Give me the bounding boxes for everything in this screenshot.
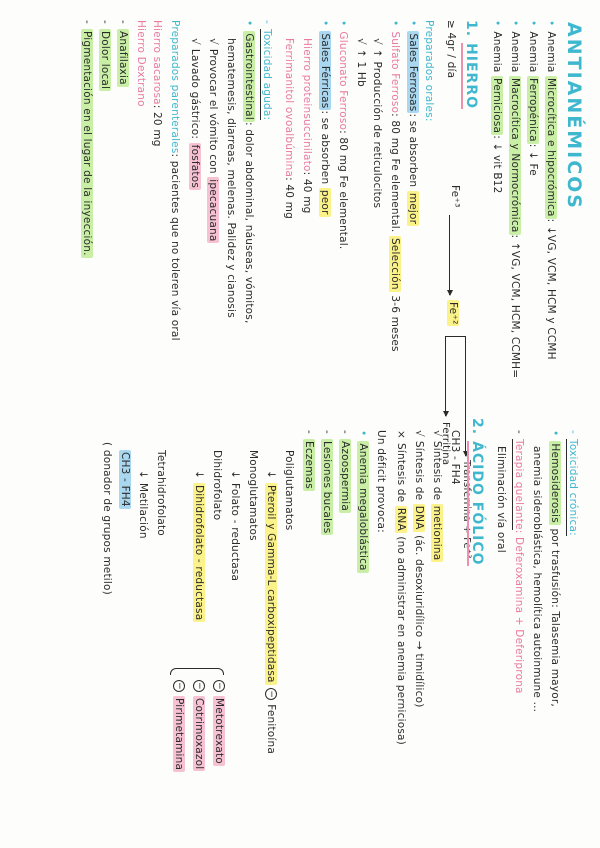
oral-item: √↑ Producción de reticulocitos — [371, 38, 383, 209]
parenteral-item: Hierro Dextrano — [135, 20, 147, 107]
section-heading-hierro: 1.HIERRO — [463, 20, 479, 110]
tox-cronica-item: anemia sideroblástica, hemolítica autoinmune ... — [531, 446, 543, 713]
pathway-dihidrofolato: Dihidrofolato — [211, 450, 223, 521]
anemia-line: •Anemia Perniciosa: ↓ vit B12 — [491, 20, 503, 194]
transferrina-label: Transferrina + Fe⁺³ — [461, 460, 472, 559]
tox-aguda-item: √Provocar el vómito con ipecacuana — [207, 38, 219, 242]
anemia-type: Ferropénica — [527, 78, 539, 142]
anemia-type: Microcítica e hipocrómica — [545, 78, 557, 217]
terapia-line: -Terapia quelante: Deferoxamina + Deferiprona — [513, 430, 525, 694]
parenteral-item: Hierro sacarosa: 20 mg — [151, 20, 163, 147]
anemia-type: Macrocítica y Normocrómica — [509, 78, 521, 233]
page-title: ANTIANÉMICOS — [563, 22, 585, 210]
deficit-item: -Azoospermia — [339, 430, 351, 512]
tox-aguda-item: hematemesis, diarreas, melenas. Palidez y cianosis — [225, 38, 237, 318]
inhibit-icon: − — [193, 680, 205, 692]
anemia-line: •Anemia Microcítica e hipocrómica: ↓VG, VCM, HCM y CCMH — [545, 20, 557, 360]
inhibit-icon: − — [265, 688, 277, 700]
inhibitor-item: −Cotrimoxazol — [192, 680, 206, 771]
deficit-item: •Anemia megaloblástica — [357, 430, 369, 571]
inhibit-icon: − — [173, 680, 185, 692]
ferritina-label: Ferritina — [440, 422, 451, 466]
folic-fact: √Síntesis de DNA (ác. desoxiuridílico → timidílico) — [413, 430, 425, 708]
oral-item: Ferrimanitol ovoalbúmina: 40 mg — [283, 38, 295, 219]
tox-aguda-item: •Gastrointestinal: dolor abdominal, náuseas, vómitos, — [243, 20, 255, 324]
pathway-step: ↓Metilación — [137, 470, 149, 539]
parenteral-line: Preparados parenterales: pacientes que no toleren vía oral — [169, 20, 181, 341]
pathway-poliglutamatos: Poliglutamatos — [283, 450, 295, 531]
ferritina-arrow — [445, 336, 446, 416]
branch-line — [446, 336, 466, 337]
deficit-label: Un déficit provoca: — [375, 430, 387, 533]
pathway-step: ↓Pteroil y Gamma-L carboxipeptidasa −Fenitoína — [265, 470, 277, 755]
deficit-item: -Eczemas — [303, 430, 315, 489]
parenteral-effect: -Dolor local — [99, 20, 111, 90]
transferrina-arrow — [465, 336, 466, 456]
anemia-type: Perniciosa — [491, 78, 503, 134]
fe3-label: Fe⁺³ — [449, 185, 461, 208]
inhibitors-brace — [170, 668, 224, 675]
tox-cronica-item: •Hemosiderosis por trasfusión: Talasemia mayor, — [549, 430, 561, 707]
inhibitor-item: −Pirimetamina — [172, 680, 186, 772]
fe2-label: Fe⁺² — [447, 302, 459, 325]
oral-item: •Sulfato Ferroso: 80 mg Fe elemental. Selección 3-6 meses — [389, 20, 401, 352]
anemia-line: •Anemia Ferropénica: ↓ Fe — [527, 20, 539, 176]
oral-item: •Sales Ferrosas: se absorben mejor — [407, 20, 419, 225]
pathway-step: ↓Folato - reductasa — [229, 470, 241, 582]
tox-aguda-item: √Lavado gástrico: fosfatos — [189, 38, 201, 189]
hierro-dose: ≥ 4gr / día — [445, 20, 457, 79]
pathway-result: CH3 - FH4 — [119, 452, 131, 507]
oral-item: •Sales Férricas: se absorben peor — [319, 20, 331, 215]
oral-item: Hierro proteinsuccinilato: 40 mg — [301, 38, 313, 214]
formula: CH3 - FH4 — [449, 430, 461, 485]
anemia-line: •Anemia Macrocítica y Normocrómica: ↑VG, VCM, HCM, CCMH= — [509, 20, 521, 379]
parenteral-effect: -Pigmentación en el lugar de la inyección. — [81, 20, 93, 256]
pathway-tetrahidrofolato: Tetrahidrofolato — [155, 450, 167, 536]
deficit-item: -Lesiones bucales — [321, 430, 333, 534]
tox-aguda-label: -Toxicidad aguda: — [261, 20, 273, 121]
eliminacion-line: Eliminación vía oral — [495, 446, 507, 553]
section-heading-acido-folico: 2.ÁCIDO FÓLICO — [469, 418, 485, 566]
oral-item: •Gluconato Ferroso: 80 mg Fe elemental. — [337, 20, 349, 250]
inhibitor-item: −Metotrexato — [212, 680, 226, 766]
oral-item: √↑ 1 Hb — [355, 38, 367, 87]
folic-fact: ×Síntesis de RNA (no administrar en anemia perniciosa) — [395, 430, 407, 745]
tox-cronica-label: -Toxicidad crónica: — [567, 430, 579, 536]
pathway-step: ↓Dihidrofolato - reductasa — [193, 470, 205, 621]
folic-fact: √Síntesis de metionina — [431, 430, 443, 561]
preparados-orales-label: Preparados orales: — [423, 20, 435, 122]
inhibit-icon: − — [213, 680, 225, 692]
parenteral-effect: -Anafilaxia — [117, 20, 129, 85]
pathway-result-note: ( donador de grupos metilo) — [101, 442, 113, 595]
pathway-monoglutamatos: Monoglutamatos — [247, 450, 259, 541]
conversion-arrow — [449, 215, 450, 295]
